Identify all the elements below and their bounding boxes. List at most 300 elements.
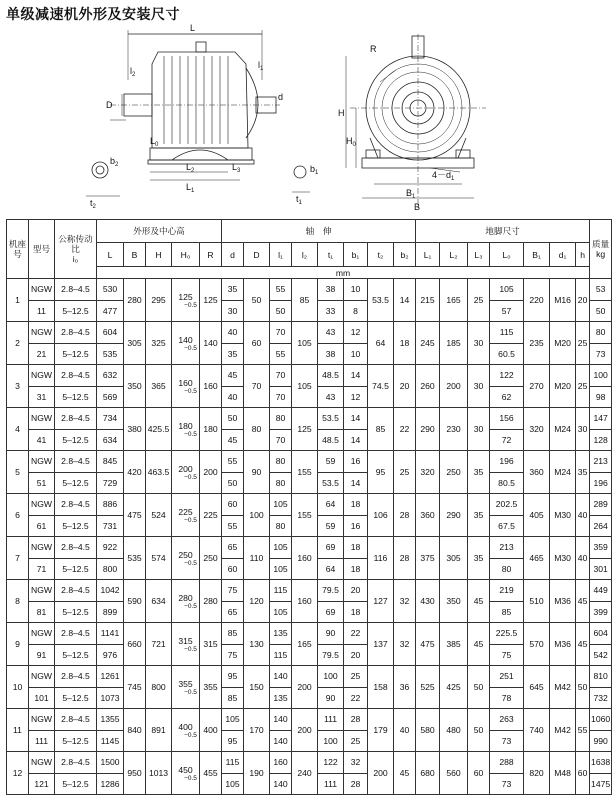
cell-t2: 53.5 (368, 279, 394, 322)
cell-l1: 140 (270, 666, 292, 688)
svg-text:t2: $t_2$ (90, 198, 96, 210)
cell-no: 1 (7, 279, 29, 322)
cell-no: 4 (7, 408, 29, 451)
cell-L0: 80.5 (490, 472, 524, 494)
cell-R: 180 (200, 408, 222, 451)
cell-L: 569 (97, 386, 124, 408)
cell-b2: 28 (394, 537, 416, 580)
col-H: H (146, 243, 172, 267)
col-D: D (244, 243, 270, 267)
cell-ratio: 5–12.5 (55, 343, 97, 365)
table-row (7, 494, 612, 516)
cell-b1: 25 (344, 730, 368, 752)
cell-B: 840 (124, 709, 146, 752)
header-mass: 质量 kg (590, 220, 612, 279)
cell-L3: 35 (468, 537, 490, 580)
col-b1: b₁ (344, 243, 368, 267)
cell-D: 100 (244, 494, 270, 537)
cell-ratio: 2.8–4.5 (55, 408, 97, 430)
cell-L2: 385 (440, 623, 468, 666)
cell-l1: 70 (270, 322, 292, 344)
cell-L0: 73 (490, 773, 524, 795)
cell-B: 590 (124, 580, 146, 623)
cell-mass: 100 (590, 365, 612, 387)
cell-b1: 14 (344, 365, 368, 387)
cell-l1: 140 (270, 730, 292, 752)
cell-ratio: 5–12.5 (55, 429, 97, 451)
cell-no: 3 (7, 365, 29, 408)
cell-b1: 16 (344, 451, 368, 473)
cell-l1: 55 (270, 343, 292, 365)
cell-d1: M42 (550, 666, 576, 709)
cell-H0: 355 −0.5 (172, 666, 200, 709)
cell-t1: 53.5 (318, 472, 344, 494)
cell-L: 899 (97, 601, 124, 623)
cell-ratio: 2.8–4.5 (55, 451, 97, 473)
cell-b2: 32 (394, 580, 416, 623)
cell-l2: 85 (292, 279, 318, 322)
col-b2: b₂ (394, 243, 416, 267)
cell-mass: 73 (590, 343, 612, 365)
col-L0: L₀ (490, 243, 524, 267)
cell-L0: 60.5 (490, 343, 524, 365)
cell-d1: M36 (550, 623, 576, 666)
cell-ratio: 2.8–4.5 (55, 279, 97, 301)
cell-b1: 14 (344, 429, 368, 451)
cell-ratio: 5–12.5 (55, 644, 97, 666)
cell-L3: 50 (468, 709, 490, 752)
cell-l1: 115 (270, 644, 292, 666)
cell-mass: 810 (590, 666, 612, 688)
col-R: R (200, 243, 222, 267)
cell-mass: 128 (590, 429, 612, 451)
cell-b2: 32 (394, 623, 416, 666)
cell-l1: 105 (270, 558, 292, 580)
cell-L: 634 (97, 429, 124, 451)
cell-L: 886 (97, 494, 124, 516)
cell-L0: 288 (490, 752, 524, 774)
cell-L3: 25 (468, 279, 490, 322)
cell-D: 90 (244, 451, 270, 494)
cell-L: 632 (97, 365, 124, 387)
cell-h: 40 (576, 494, 590, 537)
cell-L: 1355 (97, 709, 124, 731)
cell-l1: 135 (270, 687, 292, 709)
cell-ratio: 5–12.5 (55, 687, 97, 709)
cell-L3: 45 (468, 623, 490, 666)
cell-model: NGW (29, 709, 55, 731)
cell-B1: 510 (524, 580, 550, 623)
cell-d: 65 (222, 537, 244, 559)
cell-L0: 105 (490, 279, 524, 301)
cell-mass: 80 (590, 322, 612, 344)
cell-H0: 200 −0.5 (172, 451, 200, 494)
cell-model-suffix: 21 (29, 343, 55, 365)
cell-t1: 38 (318, 279, 344, 301)
cell-L3: 45 (468, 580, 490, 623)
cell-mass: 213 (590, 451, 612, 473)
cell-R: 355 (200, 666, 222, 709)
cell-L2: 350 (440, 580, 468, 623)
cell-L3: 50 (468, 666, 490, 709)
cell-L: 731 (97, 515, 124, 537)
reducer-drawing (0, 20, 600, 220)
cell-b1: 28 (344, 709, 368, 731)
cell-b1: 20 (344, 644, 368, 666)
header-shaft-group: 轴 伸 (222, 220, 416, 243)
cell-L1: 245 (416, 322, 440, 365)
cell-B: 660 (124, 623, 146, 666)
cell-t1: 111 (318, 709, 344, 731)
table-row (7, 322, 612, 344)
cell-l2: 105 (292, 365, 318, 408)
cell-d1: M36 (550, 580, 576, 623)
header-outline-group: 外形及中心高 (97, 220, 222, 243)
cell-L1: 475 (416, 623, 440, 666)
cell-B1: 270 (524, 365, 550, 408)
cell-b1: 8 (344, 300, 368, 322)
cell-L0: 213 (490, 537, 524, 559)
cell-l1: 135 (270, 623, 292, 645)
header-type: 型号 (29, 220, 55, 279)
svg-text:d: d (278, 92, 284, 102)
cell-L2: 480 (440, 709, 468, 752)
svg-text:4－d1: $4-d_1$ (432, 170, 455, 182)
cell-t2: 158 (368, 666, 394, 709)
cell-R: 160 (200, 365, 222, 408)
cell-H: 463.5 (146, 451, 172, 494)
cell-t1: 79.5 (318, 644, 344, 666)
table-row (7, 537, 612, 559)
cell-b2: 40 (394, 709, 416, 752)
cell-model: NGW (29, 494, 55, 516)
cell-L1: 580 (416, 709, 440, 752)
cell-L: 1145 (97, 730, 124, 752)
cell-ratio: 2.8–4.5 (55, 365, 97, 387)
cell-R: 455 (200, 752, 222, 795)
cell-b1: 20 (344, 580, 368, 602)
cell-model-suffix: 31 (29, 386, 55, 408)
cell-D: 50 (244, 279, 270, 322)
cell-l2: 160 (292, 580, 318, 623)
cell-l2: 200 (292, 666, 318, 709)
cell-b1: 10 (344, 343, 368, 365)
cell-mass: 732 (590, 687, 612, 709)
cell-mass: 147 (590, 408, 612, 430)
dimension-table (6, 219, 612, 795)
cell-b1: 32 (344, 752, 368, 774)
cell-L0: 62 (490, 386, 524, 408)
cell-h: 45 (576, 623, 590, 666)
cell-l1: 70 (270, 386, 292, 408)
cell-B1: 235 (524, 322, 550, 365)
cell-B: 305 (124, 322, 146, 365)
cell-l1: 105 (270, 537, 292, 559)
cell-B: 535 (124, 537, 146, 580)
cell-R: 250 (200, 537, 222, 580)
cell-B1: 740 (524, 709, 550, 752)
cell-t1: 64 (318, 558, 344, 580)
cell-t2: 85 (368, 408, 394, 451)
table-row (7, 365, 612, 387)
header-model-no: 机座号 (7, 220, 29, 279)
cell-mass: 1060 (590, 709, 612, 731)
cell-H0: 450 −0.5 (172, 752, 200, 795)
cell-D: 190 (244, 752, 270, 795)
cell-L: 1141 (97, 623, 124, 645)
cell-h: 40 (576, 537, 590, 580)
cell-D: 130 (244, 623, 270, 666)
cell-B1: 820 (524, 752, 550, 795)
cell-L2: 200 (440, 365, 468, 408)
cell-b1: 12 (344, 386, 368, 408)
cell-H0: 250 −0.5 (172, 537, 200, 580)
cell-H0: 125 −0.5 (172, 279, 200, 322)
cell-d: 75 (222, 580, 244, 602)
side-view (86, 30, 310, 196)
cell-model-suffix: 91 (29, 644, 55, 666)
cell-l1: 140 (270, 709, 292, 731)
cell-L0: 196 (490, 451, 524, 473)
cell-t1: 100 (318, 730, 344, 752)
cell-L1: 525 (416, 666, 440, 709)
table-row (7, 580, 612, 602)
cell-B: 950 (124, 752, 146, 795)
cell-d: 45 (222, 429, 244, 451)
cell-L0: 78 (490, 687, 524, 709)
cell-t1: 38 (318, 343, 344, 365)
cell-L2: 305 (440, 537, 468, 580)
cell-t2: 106 (368, 494, 394, 537)
cell-H0: 140 −0.5 (172, 322, 200, 365)
col-B: B (124, 243, 146, 267)
cell-R: 140 (200, 322, 222, 365)
cell-L0: 57 (490, 300, 524, 322)
cell-mass: 359 (590, 537, 612, 559)
cell-B1: 360 (524, 451, 550, 494)
cell-mass: 990 (590, 730, 612, 752)
cell-B: 475 (124, 494, 146, 537)
cell-t2: 127 (368, 580, 394, 623)
cell-t2: 74.5 (368, 365, 394, 408)
cell-mass: 53 (590, 279, 612, 301)
svg-text:t1: $t_1$ (296, 194, 302, 206)
cell-h: 55 (576, 709, 590, 752)
cell-L1: 290 (416, 408, 440, 451)
svg-text:l1: $l_1$ (258, 60, 264, 72)
cell-t2: 64 (368, 322, 394, 365)
cell-h: 25 (576, 365, 590, 408)
cell-H0: 160 −0.5 (172, 365, 200, 408)
col-d: d (222, 243, 244, 267)
cell-B: 280 (124, 279, 146, 322)
svg-text:D: D (106, 100, 113, 110)
cell-d: 60 (222, 558, 244, 580)
cell-ratio: 2.8–4.5 (55, 752, 97, 774)
cell-l1: 80 (270, 408, 292, 430)
cell-ratio: 5–12.5 (55, 386, 97, 408)
cell-d: 50 (222, 408, 244, 430)
cell-b2: 25 (394, 451, 416, 494)
cell-no: 12 (7, 752, 29, 795)
cell-l1: 105 (270, 601, 292, 623)
cell-d1: M30 (550, 537, 576, 580)
cell-no: 10 (7, 666, 29, 709)
svg-text:L2: $L_2$ (186, 162, 195, 174)
cell-d1: M24 (550, 451, 576, 494)
cell-B: 745 (124, 666, 146, 709)
table-row (7, 623, 612, 645)
cell-L3: 35 (468, 494, 490, 537)
cell-D: 110 (244, 537, 270, 580)
svg-text:B: B (414, 202, 421, 212)
cell-model-suffix: 71 (29, 558, 55, 580)
cell-model-suffix: 101 (29, 687, 55, 709)
cell-d: 95 (222, 730, 244, 752)
svg-text:R: R (370, 44, 377, 54)
cell-b2: 20 (394, 365, 416, 408)
cell-d: 95 (222, 666, 244, 688)
col-d1: d₁ (550, 243, 576, 267)
cell-H: 574 (146, 537, 172, 580)
cell-no: 7 (7, 537, 29, 580)
cell-B1: 465 (524, 537, 550, 580)
cell-L3: 60 (468, 752, 490, 795)
cell-L3: 30 (468, 322, 490, 365)
cell-d1: M42 (550, 709, 576, 752)
cell-ratio: 5–12.5 (55, 515, 97, 537)
cell-d: 35 (222, 279, 244, 301)
cell-l1: 140 (270, 773, 292, 795)
cell-D: 120 (244, 580, 270, 623)
cell-d1: M30 (550, 494, 576, 537)
cell-B: 420 (124, 451, 146, 494)
cell-B1: 220 (524, 279, 550, 322)
cell-ratio: 2.8–4.5 (55, 580, 97, 602)
cell-ratio: 2.8–4.5 (55, 322, 97, 344)
cell-d: 30 (222, 300, 244, 322)
col-t1: t₁ (318, 243, 344, 267)
cell-h: 35 (576, 451, 590, 494)
header-ratio: 公称传动比 i₀ (55, 220, 97, 279)
cell-d1: M20 (550, 365, 576, 408)
table-row (7, 666, 612, 688)
cell-mass: 98 (590, 386, 612, 408)
cell-model: NGW (29, 666, 55, 688)
cell-B1: 570 (524, 623, 550, 666)
cell-t1: 90 (318, 687, 344, 709)
cell-L2: 560 (440, 752, 468, 795)
cell-b2: 45 (394, 752, 416, 795)
cell-d: 55 (222, 515, 244, 537)
cell-no: 9 (7, 623, 29, 666)
cell-b2: 22 (394, 408, 416, 451)
cell-t1: 43 (318, 322, 344, 344)
svg-text:L1: $L_1$ (186, 182, 195, 194)
cell-L: 734 (97, 408, 124, 430)
cell-b2: 28 (394, 494, 416, 537)
cell-t1: 43 (318, 386, 344, 408)
cell-R: 200 (200, 451, 222, 494)
cell-d: 40 (222, 386, 244, 408)
cell-mass: 542 (590, 644, 612, 666)
cell-b2: 14 (394, 279, 416, 322)
col-L: L (97, 243, 124, 267)
cell-d: 65 (222, 601, 244, 623)
cell-d1: M48 (550, 752, 576, 795)
cell-t1: 100 (318, 666, 344, 688)
cell-h: 20 (576, 279, 590, 322)
cell-t1: 122 (318, 752, 344, 774)
cell-model-suffix: 121 (29, 773, 55, 795)
cell-ratio: 5–12.5 (55, 472, 97, 494)
svg-text:B1: $B_1$ (406, 188, 416, 200)
cell-t1: 48.5 (318, 365, 344, 387)
cell-h: 45 (576, 580, 590, 623)
cell-l1: 80 (270, 472, 292, 494)
svg-text:b2: $b_2$ (110, 156, 119, 168)
cell-b1: 28 (344, 773, 368, 795)
cell-mass: 604 (590, 623, 612, 645)
cell-l1: 160 (270, 752, 292, 774)
cell-b1: 12 (344, 322, 368, 344)
cell-t2: 200 (368, 752, 394, 795)
cell-D: 150 (244, 666, 270, 709)
cell-no: 5 (7, 451, 29, 494)
cell-D: 170 (244, 709, 270, 752)
cell-h: 30 (576, 408, 590, 451)
cell-D: 80 (244, 408, 270, 451)
cell-b1: 18 (344, 494, 368, 516)
svg-text:H0: $H_0$ (346, 136, 356, 148)
cell-L: 535 (97, 343, 124, 365)
cell-R: 315 (200, 623, 222, 666)
cell-h: 60 (576, 752, 590, 795)
cell-L: 922 (97, 537, 124, 559)
cell-L: 604 (97, 322, 124, 344)
cell-L0: 156 (490, 408, 524, 430)
cell-H: 800 (146, 666, 172, 709)
cell-no: 2 (7, 322, 29, 365)
cell-model: NGW (29, 623, 55, 645)
cell-H: 365 (146, 365, 172, 408)
cell-mass: 1475 (590, 773, 612, 795)
cell-ratio: 2.8–4.5 (55, 494, 97, 516)
cell-t1: 69 (318, 537, 344, 559)
cell-h: 50 (576, 666, 590, 709)
cell-ratio: 5–12.5 (55, 730, 97, 752)
cell-d: 105 (222, 773, 244, 795)
cell-B: 380 (124, 408, 146, 451)
cell-model: NGW (29, 537, 55, 559)
cell-mass: 196 (590, 472, 612, 494)
cell-mass: 50 (590, 300, 612, 322)
cell-R: 400 (200, 709, 222, 752)
cell-l1: 80 (270, 451, 292, 473)
cell-t1: 111 (318, 773, 344, 795)
cell-b1: 18 (344, 537, 368, 559)
cell-d: 85 (222, 687, 244, 709)
col-L1: L₁ (416, 243, 440, 267)
cell-R: 225 (200, 494, 222, 537)
unit-label: mm (97, 267, 590, 279)
end-view-labels (338, 44, 455, 212)
cell-L: 1042 (97, 580, 124, 602)
cell-H: 1013 (146, 752, 172, 795)
cell-L0: 75 (490, 644, 524, 666)
cell-b1: 18 (344, 558, 368, 580)
cell-mass: 301 (590, 558, 612, 580)
